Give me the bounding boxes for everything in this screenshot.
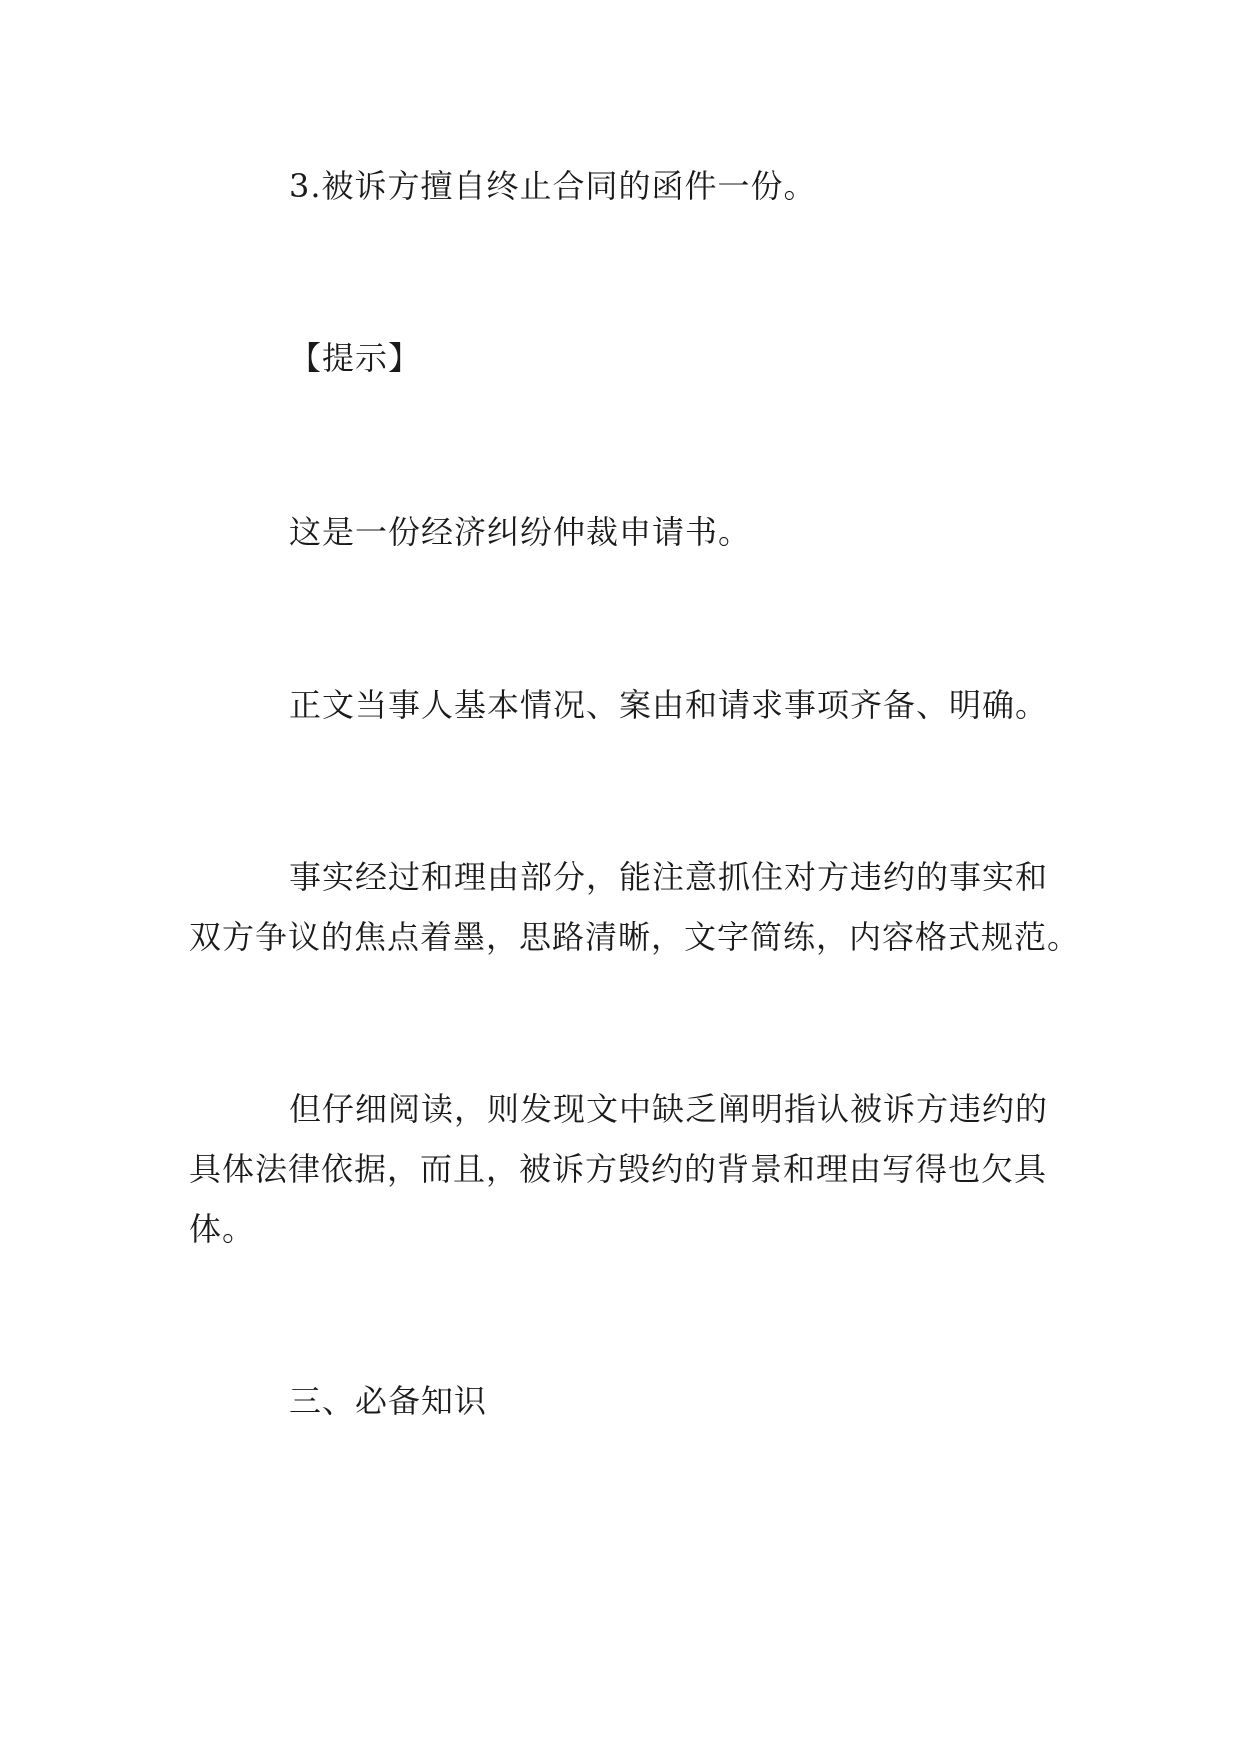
paragraph-3-line-2: 双方争议的焦点着墨，思路清晰，文字简练，内容格式规范。 xyxy=(189,918,1081,956)
paragraph-3-line-1: 事实经过和理由部分，能注意抓住对方违约的事实和 xyxy=(289,858,1049,896)
section-heading: 三、必备知识 xyxy=(289,1382,488,1420)
paragraph-4-line-2: 具体法律依据，而且，被诉方毁约的背景和理由写得也欠具 xyxy=(189,1150,1048,1188)
paragraph-4-line-1: 但仔细阅读，则发现文中缺乏阐明指认被诉方违约的 xyxy=(289,1090,1049,1128)
paragraph-2: 正文当事人基本情况、案由和请求事项齐备、明确。 xyxy=(289,686,1049,724)
hint-heading: 【提示】 xyxy=(289,339,422,377)
evidence-item-3: 3.被诉方擅自终止合同的函件一份。 xyxy=(289,167,817,205)
paragraph-1: 这是一份经济纠纷仲裁申请书。 xyxy=(289,513,752,551)
paragraph-4-line-3: 体。 xyxy=(189,1210,256,1248)
